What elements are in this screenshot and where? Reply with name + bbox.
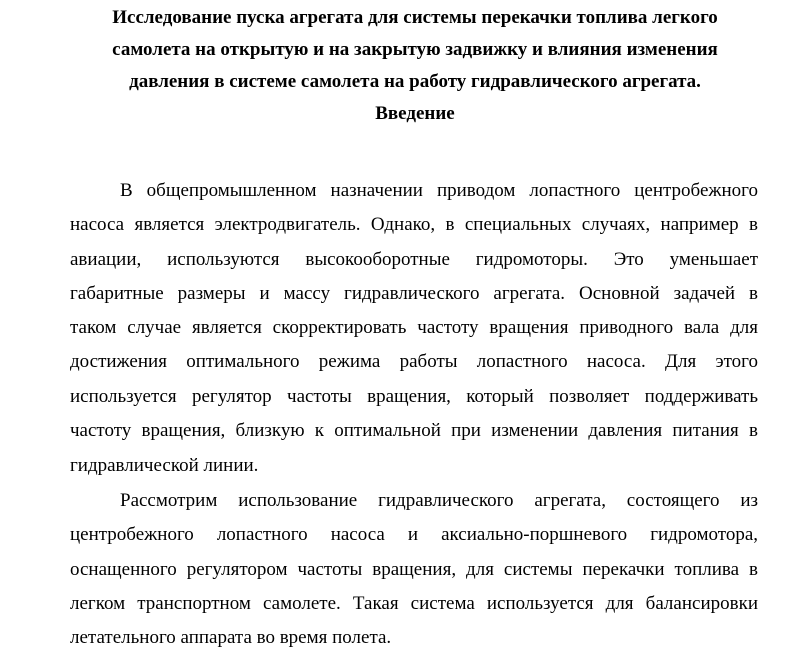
paragraph-1-line: гидравлической линии.	[70, 455, 259, 476]
paragraph-1-line: достижения оптимального режима работы лопастного насоса. Для этого	[70, 351, 758, 372]
paragraph-1-line: таком случае является скорректировать частоту вращения приводного вала для	[70, 317, 758, 338]
paragraph-1-line: частоту вращения, близкую к оптимальной при изменении давления питания в	[70, 420, 758, 441]
paragraph-1-line: В общепромышленном назначении приводом лопастного центробежного	[120, 180, 758, 201]
paragraph-2-line: оснащенного регулятором частоты вращения, для системы перекачки топлива в	[70, 559, 758, 580]
paragraph-1-line: используется регулятор частоты вращения, который позволяет поддерживать	[70, 386, 758, 407]
document-title-line-3: давления в системе самолета на работу гидравлического агрегата.	[129, 71, 701, 92]
paragraph-2-line: центробежного лопастного насоса и аксиально-поршневого гидромотора,	[70, 524, 758, 545]
document-title-line-2: самолета на открытую и на закрытую задвижку и влияния изменения	[112, 39, 718, 60]
paragraph-1-line: насоса является электродвигатель. Однако, в специальных случаях, например в	[70, 214, 758, 235]
paragraph-1-line: авиации, используются высокооборотные гидромоторы. Это уменьшает	[70, 249, 758, 270]
paragraph-2-line: легком транспортном самолете. Такая система используется для балансировки	[70, 593, 758, 614]
section-heading: Введение	[375, 103, 455, 124]
paragraph-1-line: габаритные размеры и массу гидравлического агрегата. Основной задачей в	[70, 283, 758, 304]
document-title-line-1: Исследование пуска агрегата для системы перекачки топлива легкого	[112, 7, 718, 28]
paragraph-2-line: Рассмотрим использование гидравлического агрегата, состоящего из	[120, 490, 758, 511]
paragraph-2-line: летательного аппарата во время полета.	[70, 627, 392, 648]
